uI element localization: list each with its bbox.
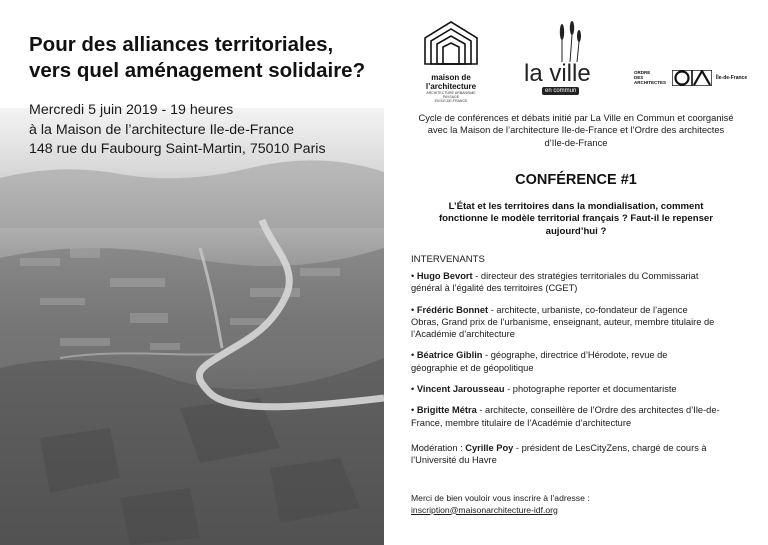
ordre-logo-text-line-3: ARCHITECTES <box>634 80 667 85</box>
bullet: • <box>411 271 417 281</box>
speaker-item-giblin <box>411 349 753 374</box>
speaker-desc-line-1: - géographe, directrice d’Hérodote, revue de <box>482 350 668 361</box>
event-address: 148 rue du Faubourg Saint-Martin, 75010 Paris <box>29 141 326 157</box>
maison-architecture-logo <box>418 18 484 103</box>
speakers-heading: INTERVENANTS <box>411 254 485 265</box>
speaker-name: Frédéric Bonnet <box>416 304 489 315</box>
bullet: • <box>411 384 417 395</box>
poster-title-line-2: vers quel aménagement solidaire? <box>29 59 366 82</box>
la-ville-logo-badge: en commun <box>542 87 579 95</box>
oa-monogram-icon <box>672 70 712 86</box>
speaker-desc-line-1: - architecte, urbaniste, co-fondateur de l’agence <box>488 304 688 315</box>
maison-logo-tagline-line-1: ARCHITECTURE URBANISME PAYSAGE <box>426 91 476 99</box>
la-ville-en-commun-logo <box>524 20 602 94</box>
ordre-logo-text-line-2: DES <box>634 75 644 80</box>
bullet: • <box>411 304 417 315</box>
registration-text: Merci de bien vouloir vous inscrire à l’adresse : <box>411 493 590 503</box>
speaker-name: Hugo Bevort <box>416 271 473 281</box>
registration-email-link[interactable]: inscription@maisonarchitecture-idf.org <box>411 504 558 515</box>
question-line-3: aujourd’hui ? <box>545 225 607 237</box>
maison-logo-name-line-1: maison de <box>431 73 471 82</box>
speaker-desc-line-1: - directeur des stratégies territoriales du Commissariat <box>472 271 699 281</box>
moderation-info <box>411 442 753 467</box>
bullet: • <box>411 405 417 416</box>
ordre-architectes-logo <box>634 70 752 86</box>
speaker-desc-line-1: - photographe reporter et documentariste <box>504 384 677 395</box>
registration-info <box>411 493 753 516</box>
maison-logo-tagline-line-2: EN ÎLE-DE-FRANCE <box>434 99 468 103</box>
speaker-desc-line-2: géographie et de géopolitique <box>411 362 534 373</box>
speakers-list <box>411 270 753 438</box>
moderation-desc-line-2: l’Université du Havre <box>411 455 497 466</box>
moderator-name: Cyrille Poy <box>465 443 514 453</box>
speaker-item-bevort <box>411 270 753 295</box>
moderation-desc-line-1: - président de LesCityZens, chargé de cours à <box>513 443 707 453</box>
speaker-desc-line-3: l’Académie d’architecture <box>411 329 515 340</box>
speaker-desc-line-1: - architecte, conseillère de l’Ordre des architectes d’Ile-de- <box>476 405 720 416</box>
house-outline-icon <box>421 18 481 68</box>
conference-title: CONFÉRENCE #1 <box>515 172 637 188</box>
speaker-item-metra <box>411 404 753 429</box>
ordre-logo-text-line-1: ORDRE <box>634 70 651 75</box>
question-line-2: fonctionne le modèle territorial français ? Faut-il le repenser <box>438 213 714 225</box>
event-info <box>29 101 326 160</box>
event-venue: à la Maison de l’architecture Ile-de-France <box>29 121 294 138</box>
aerial-landscape-photo <box>0 108 384 545</box>
conference-question <box>412 201 740 238</box>
event-date-time: Mercredi 5 juin 2019 - 19 heures <box>29 102 234 118</box>
aerial-photo-illustration <box>0 108 384 545</box>
speaker-desc-line-2: Obras, Grand prix de l’urbanisme, enseignant, auteur, membre titulaire de <box>411 316 715 327</box>
poster-right-panel <box>384 0 768 545</box>
speaker-name: Béatrice Giblin <box>416 350 483 361</box>
maison-logo-name-line-2: l’architecture <box>425 82 477 91</box>
speaker-item-bonnet <box>411 304 753 341</box>
bullet: • <box>411 350 417 361</box>
intro-line-2: avec la Maison de l’architecture Ile-de-France et l’Ordre des architectes <box>427 124 725 136</box>
intro-line-1: Cycle de conférences et débats initié par La Ville en Commun et coorganisé <box>418 112 734 123</box>
poster-title-line-1: Pour des alliances territoriales, <box>29 33 334 56</box>
intro-line-3: d’Ile-de-France <box>544 136 608 148</box>
ordre-logo-region: Île-de-France <box>716 75 748 81</box>
ordre-logo-text <box>634 70 668 85</box>
moderation-label: Modération : <box>411 443 466 453</box>
speaker-desc-line-2: France, membre titulaire de l’Académie d’architecture <box>411 417 632 428</box>
speaker-item-jarousseau <box>411 383 753 395</box>
poster-title <box>29 32 365 84</box>
speaker-name: Brigitte Métra <box>416 405 477 416</box>
question-line-1: L’État et les territoires dans la mondialisation, comment <box>448 201 704 212</box>
reed-plant-icon <box>548 20 588 62</box>
speaker-desc-line-2: général à l’égalité des territoires (CGET) <box>411 283 578 294</box>
speaker-name: Vincent Jarousseau <box>416 384 505 395</box>
intro-paragraph <box>404 112 748 149</box>
la-ville-logo-word: la ville <box>524 60 591 87</box>
